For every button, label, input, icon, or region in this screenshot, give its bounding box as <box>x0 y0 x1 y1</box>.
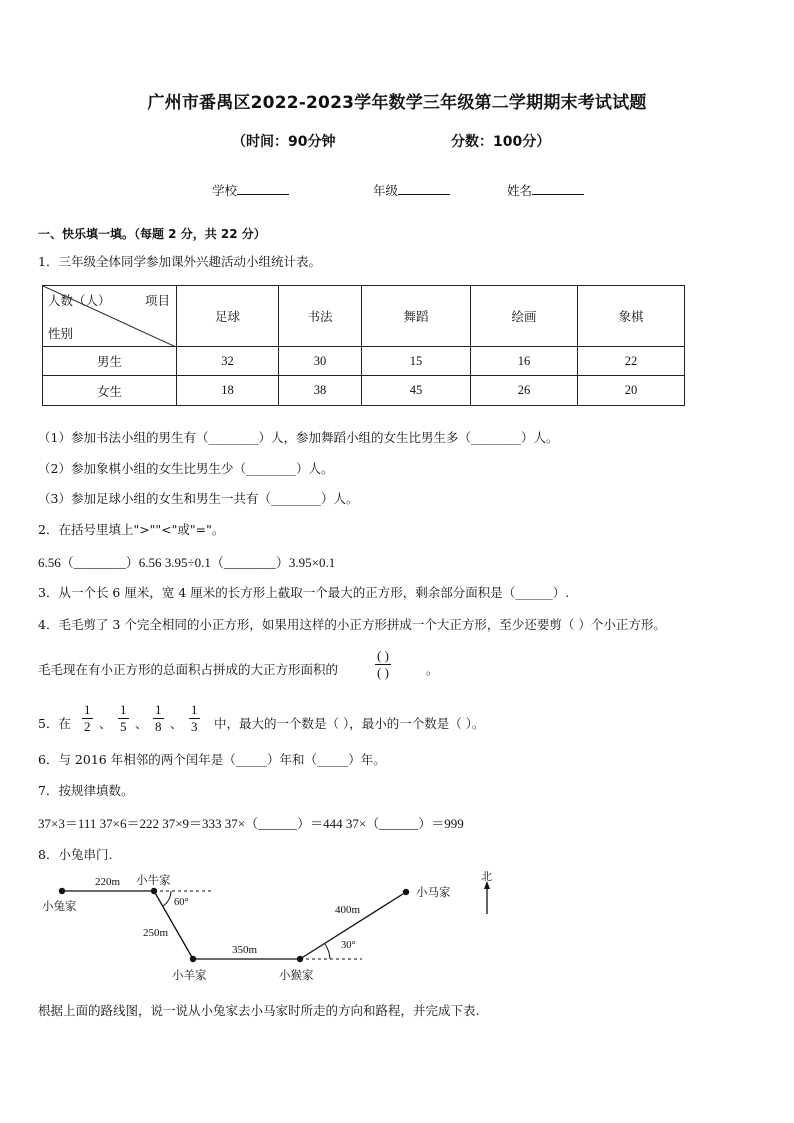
q5-prefix: 5．在 <box>38 716 71 731</box>
label-horse: 小马家 <box>416 885 451 899</box>
table-cell: 26 <box>471 376 578 406</box>
name-label: 姓名 <box>507 183 533 198</box>
q5-fraction: $\frac{1}{3}$ <box>191 702 198 734</box>
section-heading: 一、快乐填一填。（每题 2 分，共 22 分） <box>38 227 266 241</box>
page-title: 广州市番禺区2022-2023学年数学三年级第二学期期末考试试题 <box>147 93 647 113</box>
column-header: 足球 <box>177 286 279 347</box>
q2-text: 2．在括号里填上">""<"或"="。 <box>38 522 225 537</box>
angle-arc-30 <box>325 944 330 959</box>
q5-fraction: $\frac{1}{2}$ <box>84 702 91 734</box>
frac-denominator: ( ) <box>377 665 389 680</box>
column-header: 舞蹈 <box>362 286 471 347</box>
angle-60: 60° <box>174 897 189 908</box>
q3-text: 3．从一个长 6 厘米，宽 4 厘米的长方形上截取一个最大的正方形，剩余部分面积是（______）. <box>38 585 570 600</box>
table-cell: 20 <box>578 376 685 406</box>
grade-label: 年级 <box>373 183 399 198</box>
angle-arc-60 <box>163 891 171 906</box>
table-cell: 38 <box>279 376 362 406</box>
q8-text: 8．小兔串门. <box>38 847 113 862</box>
q1-sub2: （2）参加象棋小组的女生比男生少（________）人。 <box>38 461 334 476</box>
school-label: 学校 <box>212 183 238 198</box>
point-monkey <box>297 956 303 962</box>
q5-fraction: $\frac{1}{5}$ <box>120 702 127 734</box>
q2-line: 6.56（________）6.56 3.95÷0.1（________）3.95×0.1 <box>38 555 336 570</box>
distance-2: 250m <box>143 927 169 939</box>
table-cell: 32 <box>177 347 279 376</box>
angle-30: 30° <box>341 940 356 951</box>
table-cell: 45 <box>362 376 471 406</box>
q1-sub3: （3）参加足球小组的女生和男生一共有（________）人。 <box>38 491 359 506</box>
label-rabbit: 小兔家 <box>42 899 77 913</box>
column-header: 象棋 <box>578 286 685 347</box>
corner-bottom: 性别 <box>48 326 74 341</box>
q5-fraction: $\frac{1}{8}$ <box>155 702 162 734</box>
row-label: 女生 <box>43 376 177 406</box>
q5-suffix: 中，最大的一个数是（ ），最小的一个数是（ ）。 <box>214 716 485 731</box>
corner-top-right: 项目 <box>144 293 170 308</box>
column-header: 绘画 <box>471 286 578 347</box>
label-monkey: 小猴家 <box>279 968 314 982</box>
q4-text: 4．毛毛剪了 3 个完全相同的小正方形，如果用这样的小正方形拼成一个大正方形，至少还要剪（ ）个小正方形。 <box>38 617 666 632</box>
table-cell: 22 <box>578 347 685 376</box>
q8-after: 根据上面的路线图，说一说从小兔家去小马家时所走的方向和路程，并完成下表. <box>38 1003 480 1018</box>
exam-score: 分数：100分） <box>451 134 551 150</box>
q6-text: 6．与 2016 年相邻的两个闰年是（_____）年和（_____）年。 <box>38 752 386 767</box>
point-cow <box>151 888 157 894</box>
q7-line: 37×3＝111 37×6＝222 37×9＝333 37×（______）＝444 37×（______）＝999 <box>38 816 464 831</box>
row-label: 男生 <box>43 347 177 376</box>
exam-time: （时间：90分钟 <box>232 134 336 150</box>
q7-text: 7．按规律填数。 <box>38 783 134 798</box>
q5-sep: 、 <box>99 716 112 731</box>
frac-numerator: ( ) <box>377 648 389 663</box>
distance-1: 220m <box>95 876 121 888</box>
distance-3: 350m <box>232 944 258 956</box>
table-cell: 18 <box>177 376 279 406</box>
table-cell: 15 <box>362 347 471 376</box>
q4-line2: 毛毛现在有小正方形的总面积占拼成的大正方形面积的 <box>38 662 339 677</box>
distance-4: 400m <box>335 904 361 916</box>
table-cell: 30 <box>279 347 362 376</box>
label-sheep: 小羊家 <box>172 968 207 982</box>
q1-intro: 1．三年级全体同学参加课外兴趣活动小组统计表。 <box>38 254 321 269</box>
corner-top-left: 人数（人） <box>48 293 111 308</box>
q5-sep: 、 <box>170 716 183 731</box>
point-rabbit <box>59 888 65 894</box>
column-header: 书法 <box>279 286 362 347</box>
point-horse <box>403 889 409 895</box>
label-cow: 小牛家 <box>136 873 171 887</box>
point-sheep <box>190 956 196 962</box>
q5-sep: 、 <box>135 716 148 731</box>
north-label: 北 <box>481 870 492 883</box>
q4-end: 。 <box>426 662 439 677</box>
q1-sub1: （1）参加书法小组的男生有（________）人，参加舞蹈小组的女生比男生多（________）人。 <box>38 430 559 445</box>
table-cell: 16 <box>471 347 578 376</box>
